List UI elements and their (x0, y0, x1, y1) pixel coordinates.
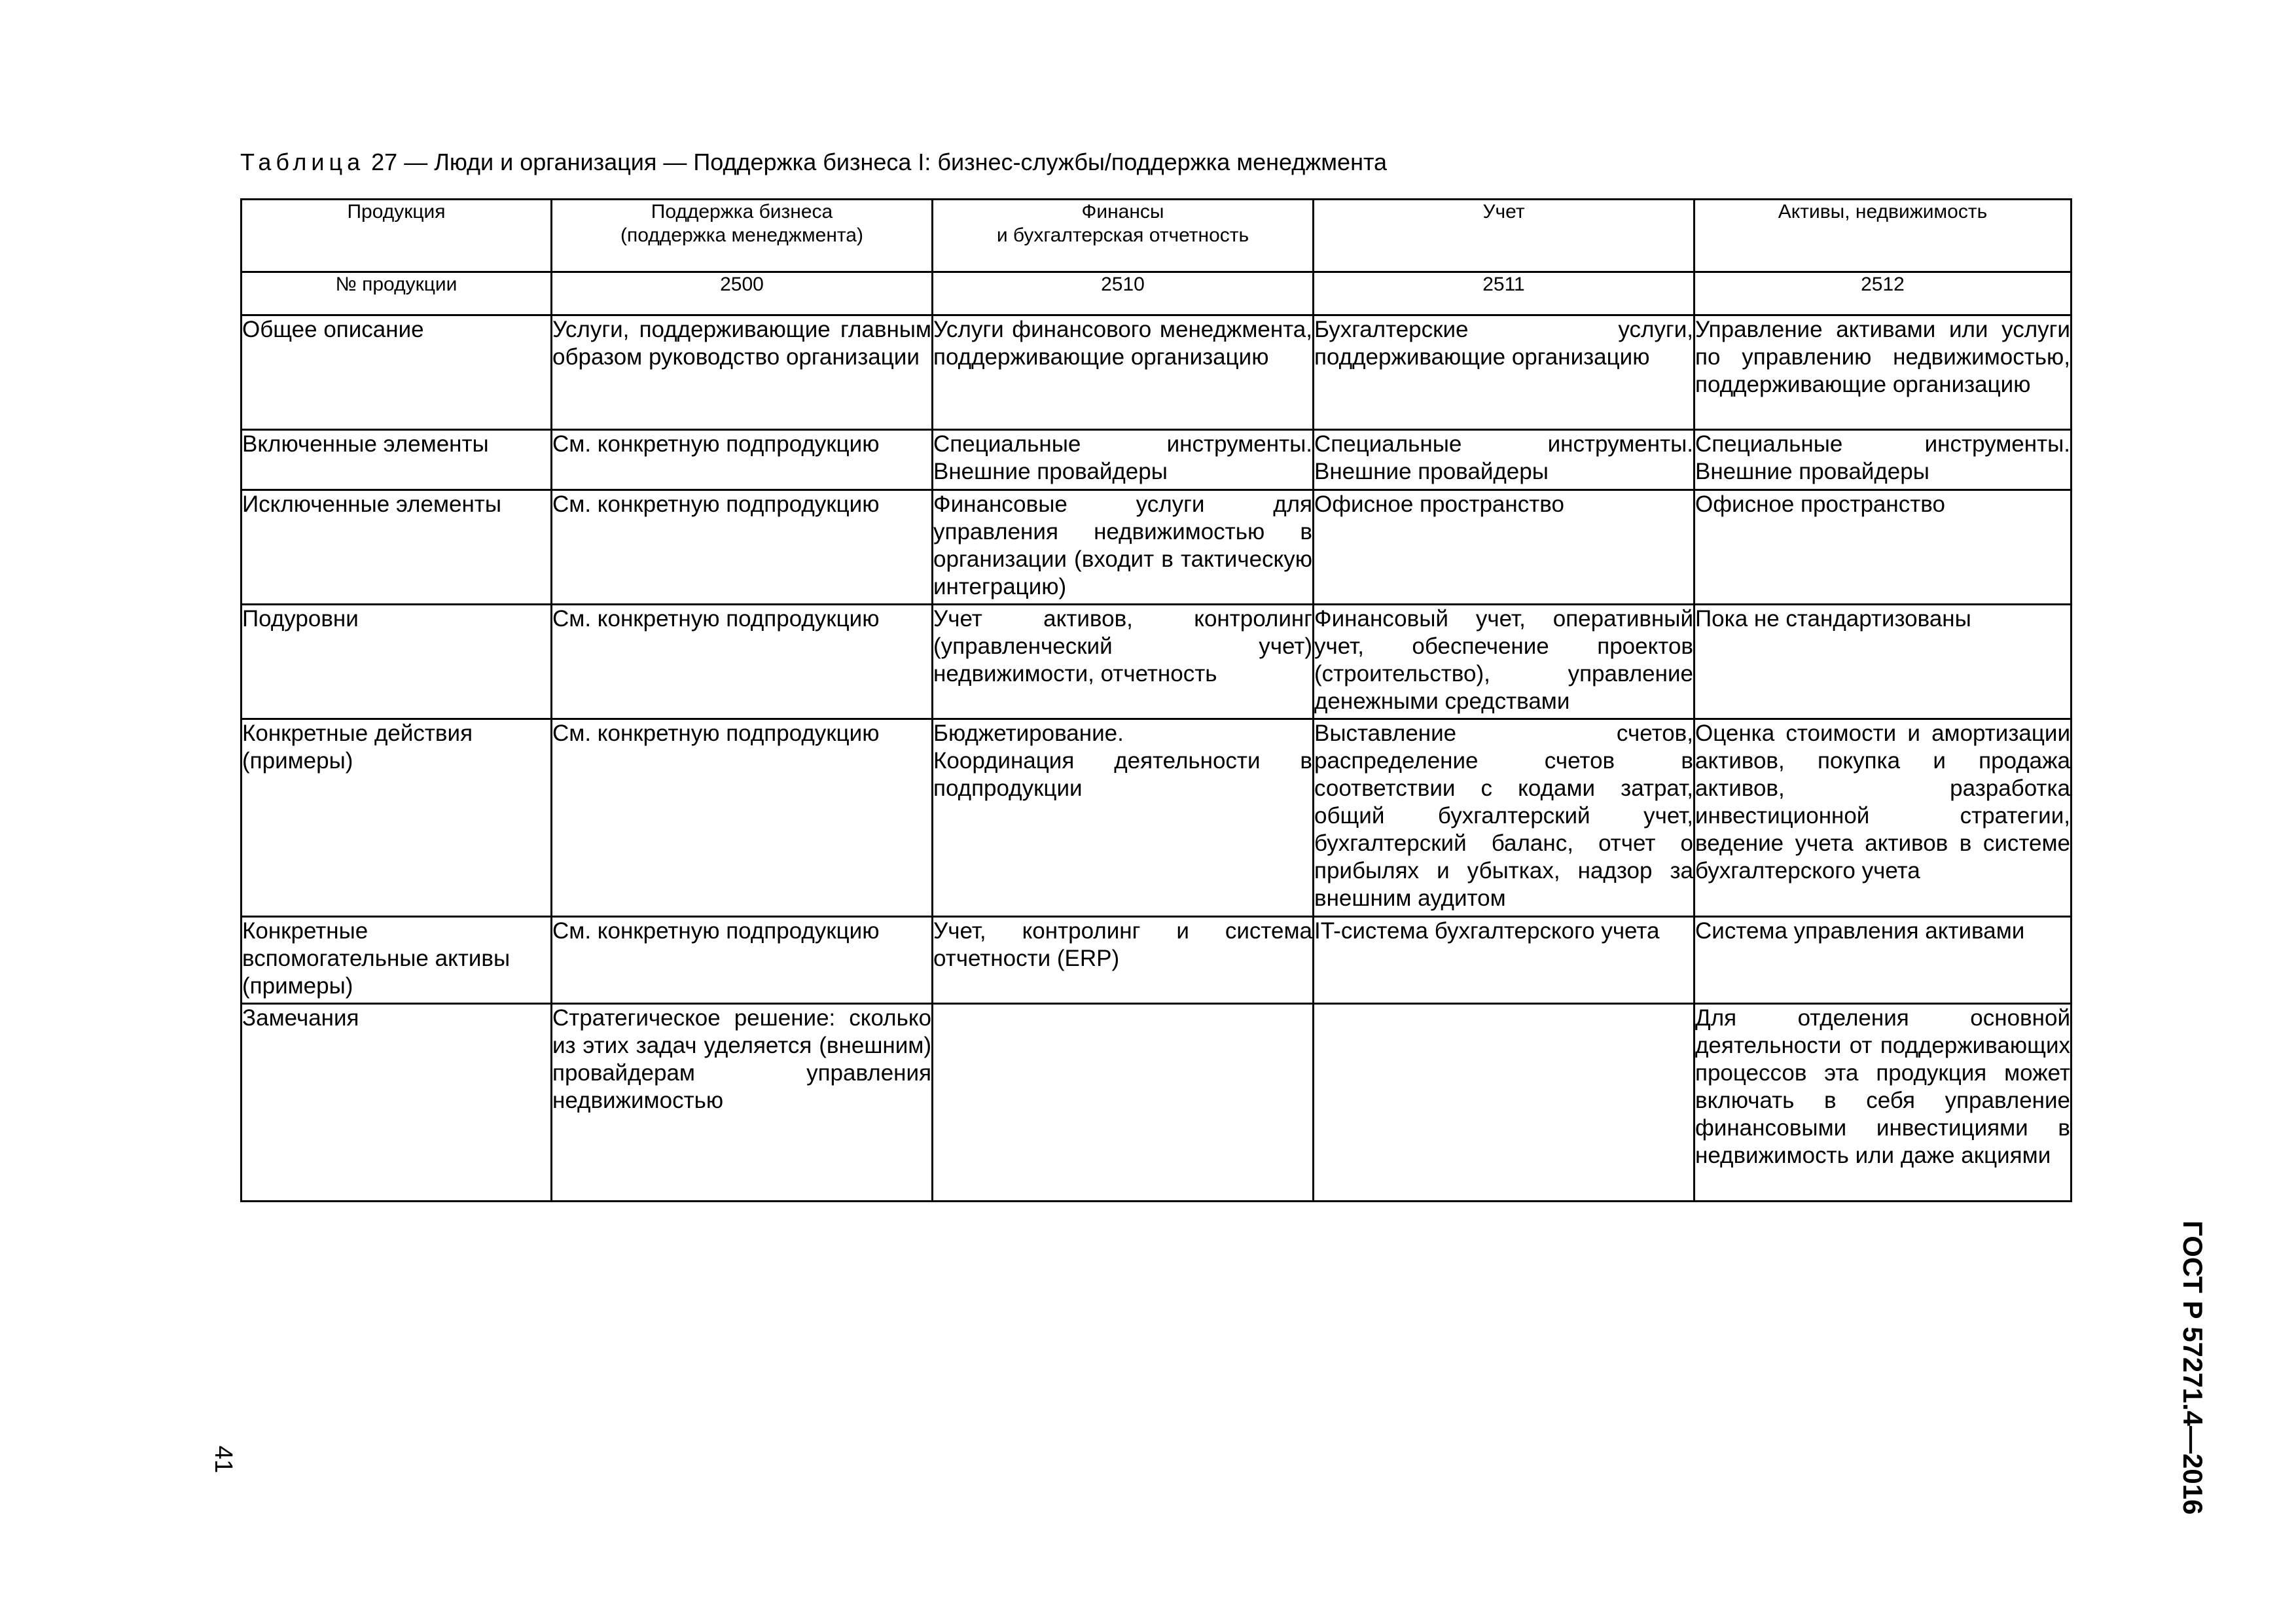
table-cell: Управление активами или услуги по управлению недвижимостью, поддерживающие организацию (1695, 315, 2072, 430)
number-cell: 2500 (552, 272, 933, 315)
row-label-cell: Включенные элементы (242, 430, 552, 490)
table-cell: См. конкретную подпродукцию (552, 719, 933, 917)
product-number-row (242, 272, 2072, 315)
table-cell: IT-система бухгалтерского учета (1314, 917, 1695, 1004)
table-row (242, 719, 2072, 917)
number-cell: 2511 (1314, 272, 1695, 315)
row-label-cell: Конкретные вспомогательные активы (примеры) (242, 917, 552, 1004)
table-cell (933, 1004, 1314, 1202)
table-row (242, 315, 2072, 430)
table-caption (240, 148, 1387, 177)
row-label-cell: Общее описание (242, 315, 552, 430)
standard-code: ГОСТ Р 57271.4—2016 (2178, 1221, 2208, 1515)
number-cell: 2510 (933, 272, 1314, 315)
table-cell: См. конкретную подпродукцию (552, 605, 933, 719)
table-cell: См. конкретную подпродукцию (552, 917, 933, 1004)
header-cell-product: Продукция (242, 200, 552, 272)
table-row (242, 917, 2072, 1004)
table-cell: Пока не стандартизованы (1695, 605, 2072, 719)
row-label-cell: Подуровни (242, 605, 552, 719)
table-cell: Специальные инструменты. Внешние провайдеры (933, 430, 1314, 490)
table-cell: Бюджетирование. Координация деятельности в подпродукции (933, 719, 1314, 917)
table-cell: Финансовый учет, оперативный учет, обеспечение проектов (строительство), управление денежными средствами (1314, 605, 1695, 719)
table-header-row (242, 200, 2072, 272)
row-label-cell: Конкретные действия (примеры) (242, 719, 552, 917)
page-number: 41 (209, 1445, 238, 1474)
table-cell: Система управления активами (1695, 917, 2072, 1004)
table-row (242, 490, 2072, 605)
header-cell-assets: Активы, недвижимость (1695, 200, 2072, 272)
table-cell: Для отделения основной деятельности от поддерживающих процессов эта продукция может включать в себя управление финансовыми инвестициями в недвижимость или даже акциями (1695, 1004, 2072, 1202)
header-cell-business-support: Поддержка бизнеса (поддержка менеджмента) (552, 200, 933, 272)
header-cell-accounting: Учет (1314, 200, 1695, 272)
table-cell (1314, 1004, 1695, 1202)
table-cell: Финансовые услуги для управления недвижимостью в организации (входит в тактическую интеграцию) (933, 490, 1314, 605)
table-cell: Услуги, поддерживающие главным образом руководство организации (552, 315, 933, 430)
table-row (242, 1004, 2072, 1202)
table-cell: Офисное пространство (1695, 490, 2072, 605)
table-caption-text: 27 — Люди и организация — Поддержка бизнеса I: бизнес-службы/поддержка менеджмента (365, 149, 1388, 175)
table-cell: Учет активов, контролинг (управленческий учет) недвижимости, отчетность (933, 605, 1314, 719)
header-cell-finance: Финансы и бухгалтерская отчетность (933, 200, 1314, 272)
table-cell: Учет, контролинг и система отчетности (ERP) (933, 917, 1314, 1004)
table-cell: См. конкретную подпродукцию (552, 430, 933, 490)
number-label-cell: № продукции (242, 272, 552, 315)
table-cell: См. конкретную подпродукцию (552, 490, 933, 605)
table-row (242, 430, 2072, 490)
data-table (240, 198, 2072, 1202)
row-label-cell: Замечания (242, 1004, 552, 1202)
table-cell: Специальные инструменты. Внешние провайдеры (1695, 430, 2072, 490)
row-label-cell: Исключенные элементы (242, 490, 552, 605)
table-caption-label: Таблица (240, 149, 365, 175)
table-cell: Стратегическое решение: сколько из этих задач уделяется (внешним) провайдерам управления недвижимостью (552, 1004, 933, 1202)
table-cell: Офисное пространство (1314, 490, 1695, 605)
table-cell: Специальные инструменты. Внешние провайдеры (1314, 430, 1695, 490)
table-row (242, 605, 2072, 719)
table-cell: Оценка стоимости и амортизации активов, покупка и продажа активов, разработка инвестиционной стратегии, ведение учета активов в системе бухгалтерского учета (1695, 719, 2072, 917)
table-cell: Услуги финансового менеджмента, поддерживающие организацию (933, 315, 1314, 430)
table-cell: Выставление счетов, распределение счетов в соответствии с кодами затрат, общий бухгалтерский учет, бухгалтерский баланс, отчет о прибылях и убытках, надзор за внешним аудитом (1314, 719, 1695, 917)
number-cell: 2512 (1695, 272, 2072, 315)
table-cell: Бухгалтерские услуги, поддерживающие организацию (1314, 315, 1695, 430)
